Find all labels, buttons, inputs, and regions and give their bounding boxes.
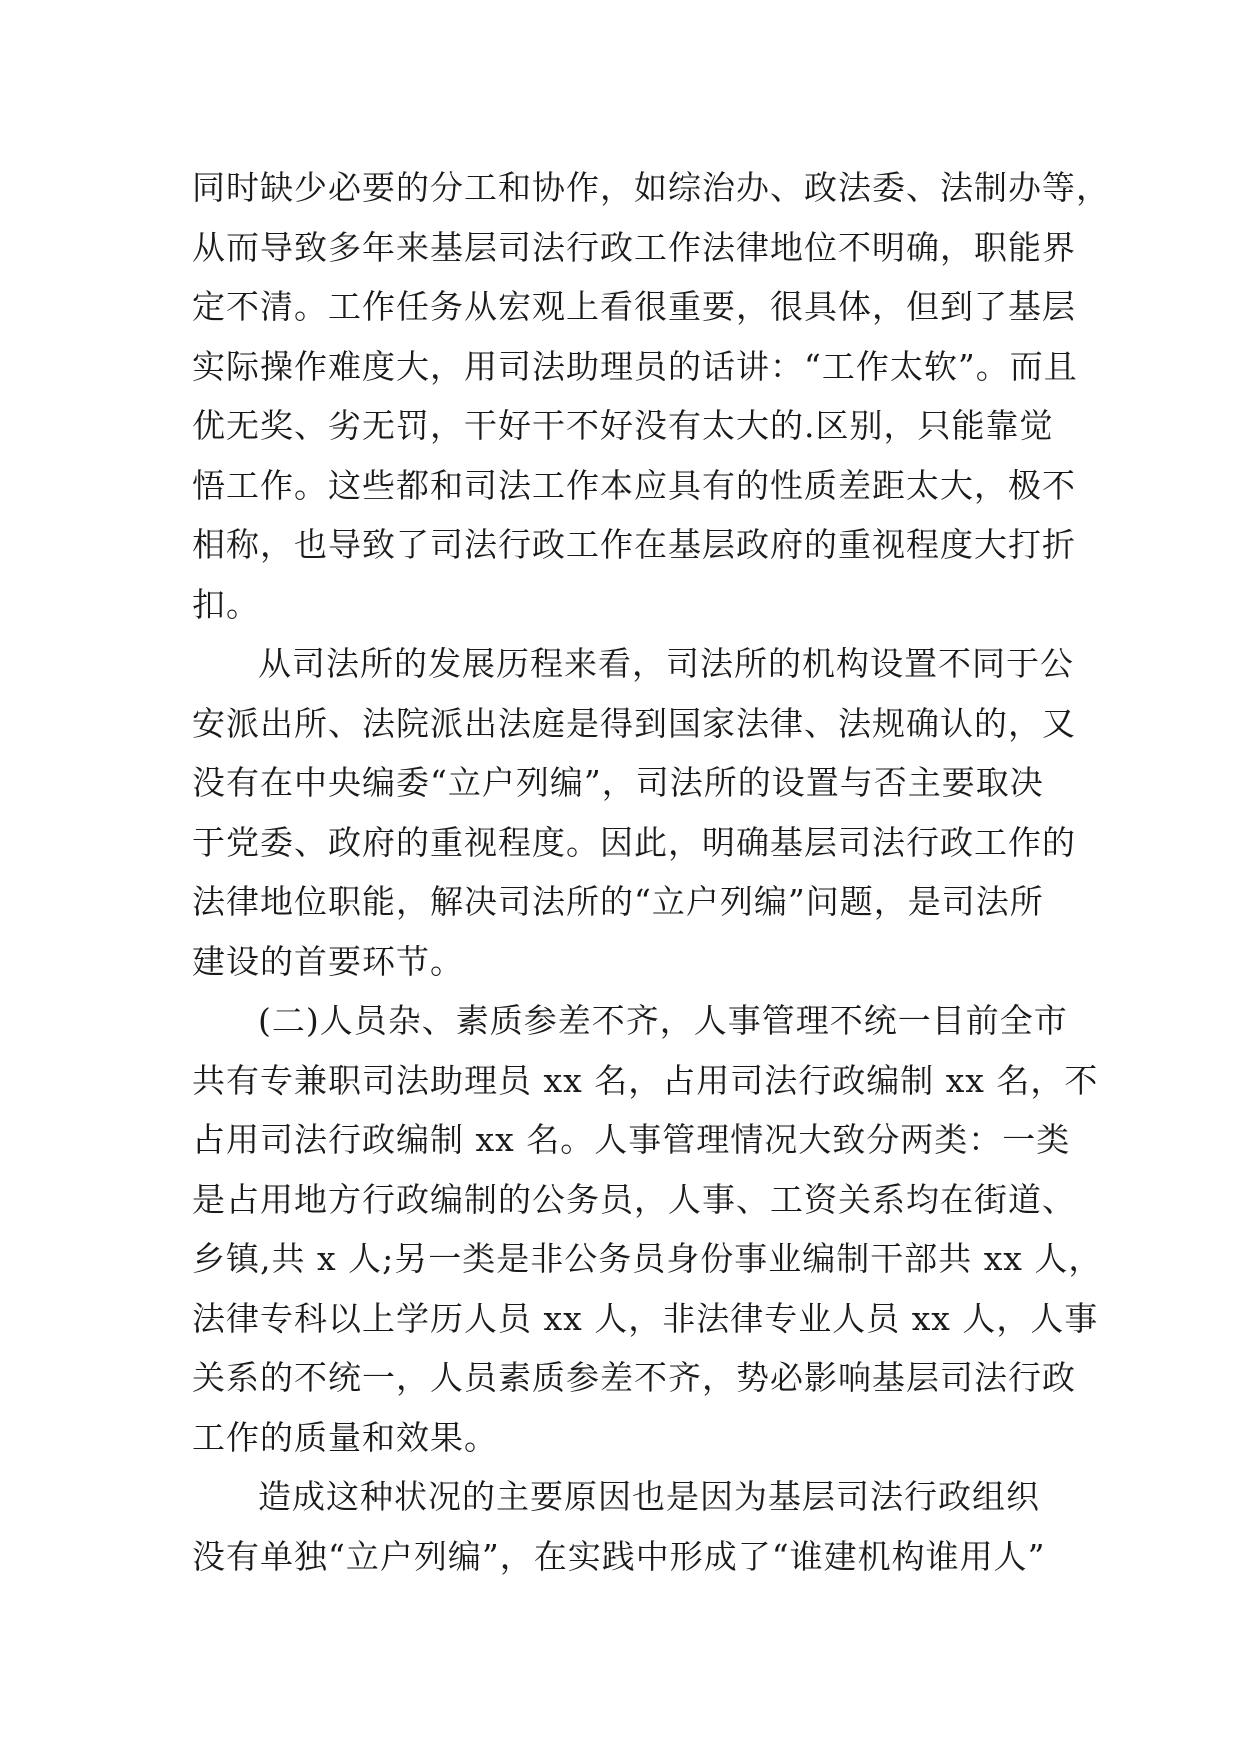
text-line: 于党委、政府的重视程度。因此，明确基层司法行政工作的 <box>192 822 1076 862</box>
text-line: 定不清。工作任务从宏观上看很重要，很具体，但到了基层 <box>192 287 1076 326</box>
text-line: 是占用地方行政编制的公务员，人事、工资关系均在街道、 <box>192 1179 1076 1219</box>
text-line: 从而导致多年来基层司法行政工作法律地位不明确，职能界 <box>192 227 1076 267</box>
text-line: 法律专科以上学历人员 xx 人，非法律专业人员 xx 人，人事 <box>192 1298 1099 1338</box>
text-line: 相称，也导致了司法行政工作在基层政府的重视程度大打折 <box>192 525 1076 564</box>
paragraph-first-line: 从司法所的发展历程来看，司法所的机构设置不同于公 <box>258 644 1074 683</box>
text-line: 工作的质量和效果。 <box>192 1417 498 1457</box>
text-line: 占用司法行政编制 xx 名。人事管理情况大致分两类：一类 <box>192 1120 1071 1159</box>
section-heading-line: (二)人员杂、素质参差不齐，人事管理不统一目前全市 <box>258 1001 1068 1040</box>
text-line: 扣。 <box>192 584 260 624</box>
text-line: 同时缺少必要的分工和协作，如综治办、政法委、法制办等， <box>192 168 1110 207</box>
paragraph-first-line: 造成这种状况的主要原因也是因为基层司法行政组织 <box>258 1477 1040 1516</box>
text-line: 法律地位职能，解决司法所的“立户列编”问题，是司法所 <box>192 882 1044 921</box>
text-line: 建设的首要环节。 <box>192 941 464 981</box>
text-line: 优无奖、劣无罚，干好干不好没有太大的.区别，只能靠觉 <box>192 406 1054 445</box>
body-text <box>192 158 1110 1586</box>
text-line: 乡镇,共 x 人;另一类是非公务员身份事业编制干部共 xx 人， <box>192 1239 1103 1278</box>
text-line: 关系的不统一，人员素质参差不齐，势必影响基层司法行政 <box>192 1358 1076 1397</box>
text-line: 没有单独“立户列编”，在实践中形成了“谁建机构谁用人” <box>192 1536 1046 1576</box>
text-line: 安派出所、法院派出法庭是得到国家法律、法规确认的，又 <box>192 703 1076 743</box>
text-line: 没有在中央编委“立户列编”，司法所的设置与否主要取决 <box>192 763 1044 802</box>
text-line: 实际操作难度大，用司法助理员的话讲：“工作太软”。而且 <box>192 346 1078 386</box>
text-line: 共有专兼职司法助理员 xx 名，占用司法行政编制 xx 名，不 <box>192 1060 1099 1100</box>
text-line: 悟工作。这些都和司法工作本应具有的性质差距太大，极不 <box>192 465 1076 505</box>
